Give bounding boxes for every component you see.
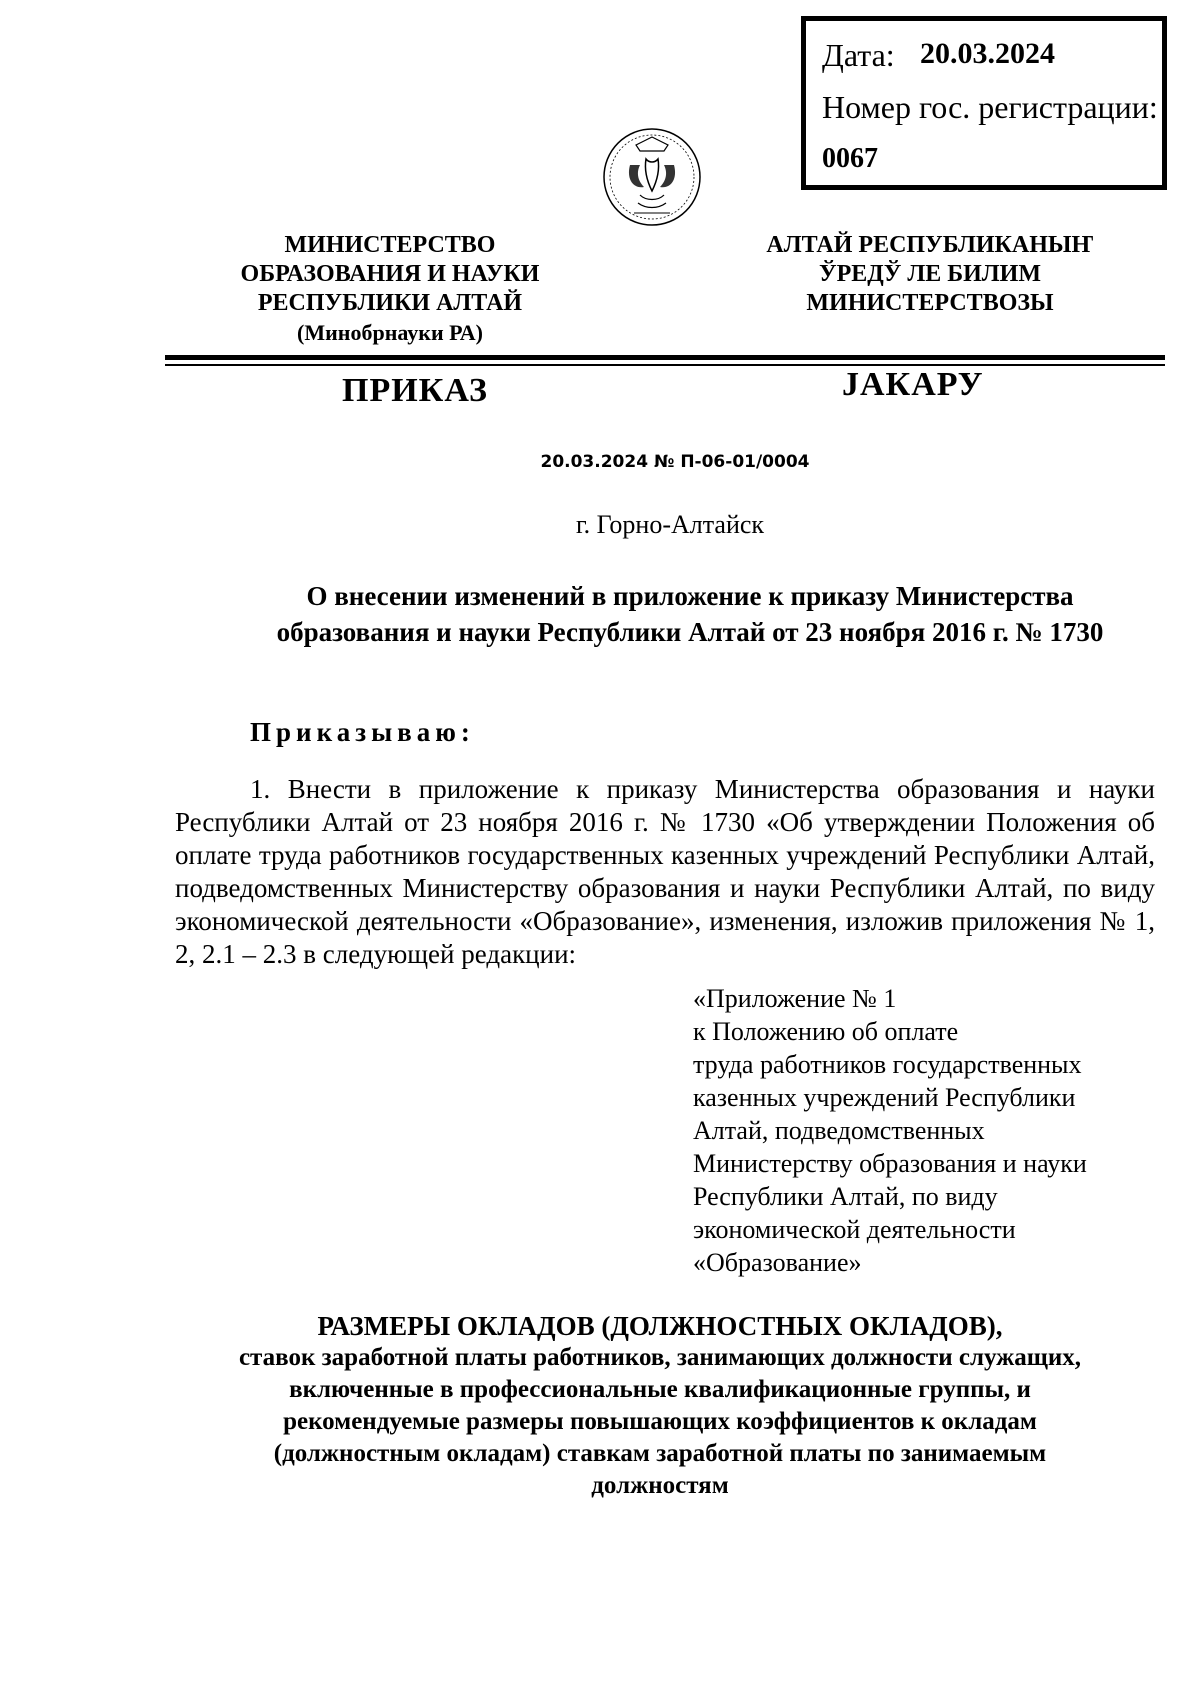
header-divider-thin [165, 364, 1165, 366]
table-title-line: (должностным окладам) ставкам заработной платы по занимаемым [273, 1440, 1047, 1467]
appendix-note-line: труда работников государственных [693, 1050, 1082, 1079]
table-title-main: РАЗМЕРЫ ОКЛАДОВ (ДОЛЖНОСТНЫХ ОКЛАДОВ), [317, 1311, 1003, 1341]
order-subject-line: О внесении изменений в приложение к приказу Министерства [306, 581, 1074, 611]
registration-stamp [801, 16, 1167, 190]
appendix-note-line: казенных учреждений Республики [693, 1083, 1076, 1112]
table-title-line: рекомендуемые размеры повышающих коэффициентов к окладам [283, 1408, 1037, 1435]
order-subject [200, 578, 1180, 650]
order-title-ru: ПРИКАЗ [342, 372, 488, 409]
appendix-note-line: экономической деятельности [693, 1215, 1016, 1244]
order-subject-line: образования и науки Республики Алтай от 23 ноября 2016 г. № 1730 [276, 617, 1104, 647]
order-number: 20.03.2024 № П-06-01/0004 [540, 452, 810, 472]
ministry-header-ru-line: ОБРАЗОВАНИЯ И НАУКИ [240, 261, 540, 287]
table-title [160, 1310, 1160, 1502]
appendix-note-line: Республики Алтай, по виду [693, 1182, 998, 1211]
appendix-note-line: Министерству образования и науки [693, 1149, 1087, 1178]
decree-word: Приказываю: [250, 717, 475, 747]
appendix-note [693, 982, 1173, 1279]
ministry-header-altai [740, 231, 1120, 318]
appendix-note-line: «Приложение № 1 [693, 984, 897, 1013]
table-title-line: ставок заработной платы работников, занимающих должности служащих, [238, 1344, 1082, 1371]
order-paragraph-1: 1. Внести в приложение к приказу Министерства образования и науки Республики Алтай от 23 ноября 2016 г. № 1730 «Об утверждении Положения об оплате труда работников государственных казенных учреждений Республики Алтай, подведомственных Министерству образования и науки Республики Алтай, по виду экономической деятельности «Образование», изменения, изложив приложения № 1, 2, 2.1 – 2.3 в следующей редакции: [175, 774, 1155, 969]
appendix-note-line: Алтай, подведомственных [693, 1116, 985, 1145]
appendix-note-line: «Образование» [693, 1248, 862, 1277]
ministry-header-ru-line: РЕСПУБЛИКИ АЛТАЙ [257, 290, 523, 316]
ministry-header-altai-line: АЛТАЙ РЕСПУБЛИКАНЫҤ [766, 232, 1094, 258]
ministry-header-ru-line: МИНИСТЕРСТВО [284, 232, 496, 258]
registration-date-label: Дата: [822, 37, 895, 73]
ministry-header-ru [200, 231, 580, 347]
coat-of-arms-icon [600, 125, 704, 229]
order-city: г. Горно-Алтайск [575, 510, 765, 539]
ministry-header-altai-line: МИНИСТЕРСТВОЗЫ [806, 290, 1054, 316]
table-title-line: включенные в профессиональные квалификационные группы, и [289, 1376, 1031, 1403]
header-divider-thick [165, 355, 1165, 360]
ministry-header-altai-line: ЎРЕДЎ ЛЕ БИЛИМ [818, 261, 1042, 287]
appendix-note-line: к Положению об оплате [693, 1017, 959, 1046]
order-title-altai: JАКАРУ [842, 366, 984, 403]
ministry-abbreviation: (Минобрнауки РА) [297, 320, 483, 345]
registration-date-value: 20.03.2024 [920, 37, 1055, 70]
table-title-line: должностям [591, 1472, 729, 1499]
registration-number-label: Номер гос. регистрации: [822, 89, 1158, 125]
registration-number-value: 0067 [822, 143, 878, 174]
